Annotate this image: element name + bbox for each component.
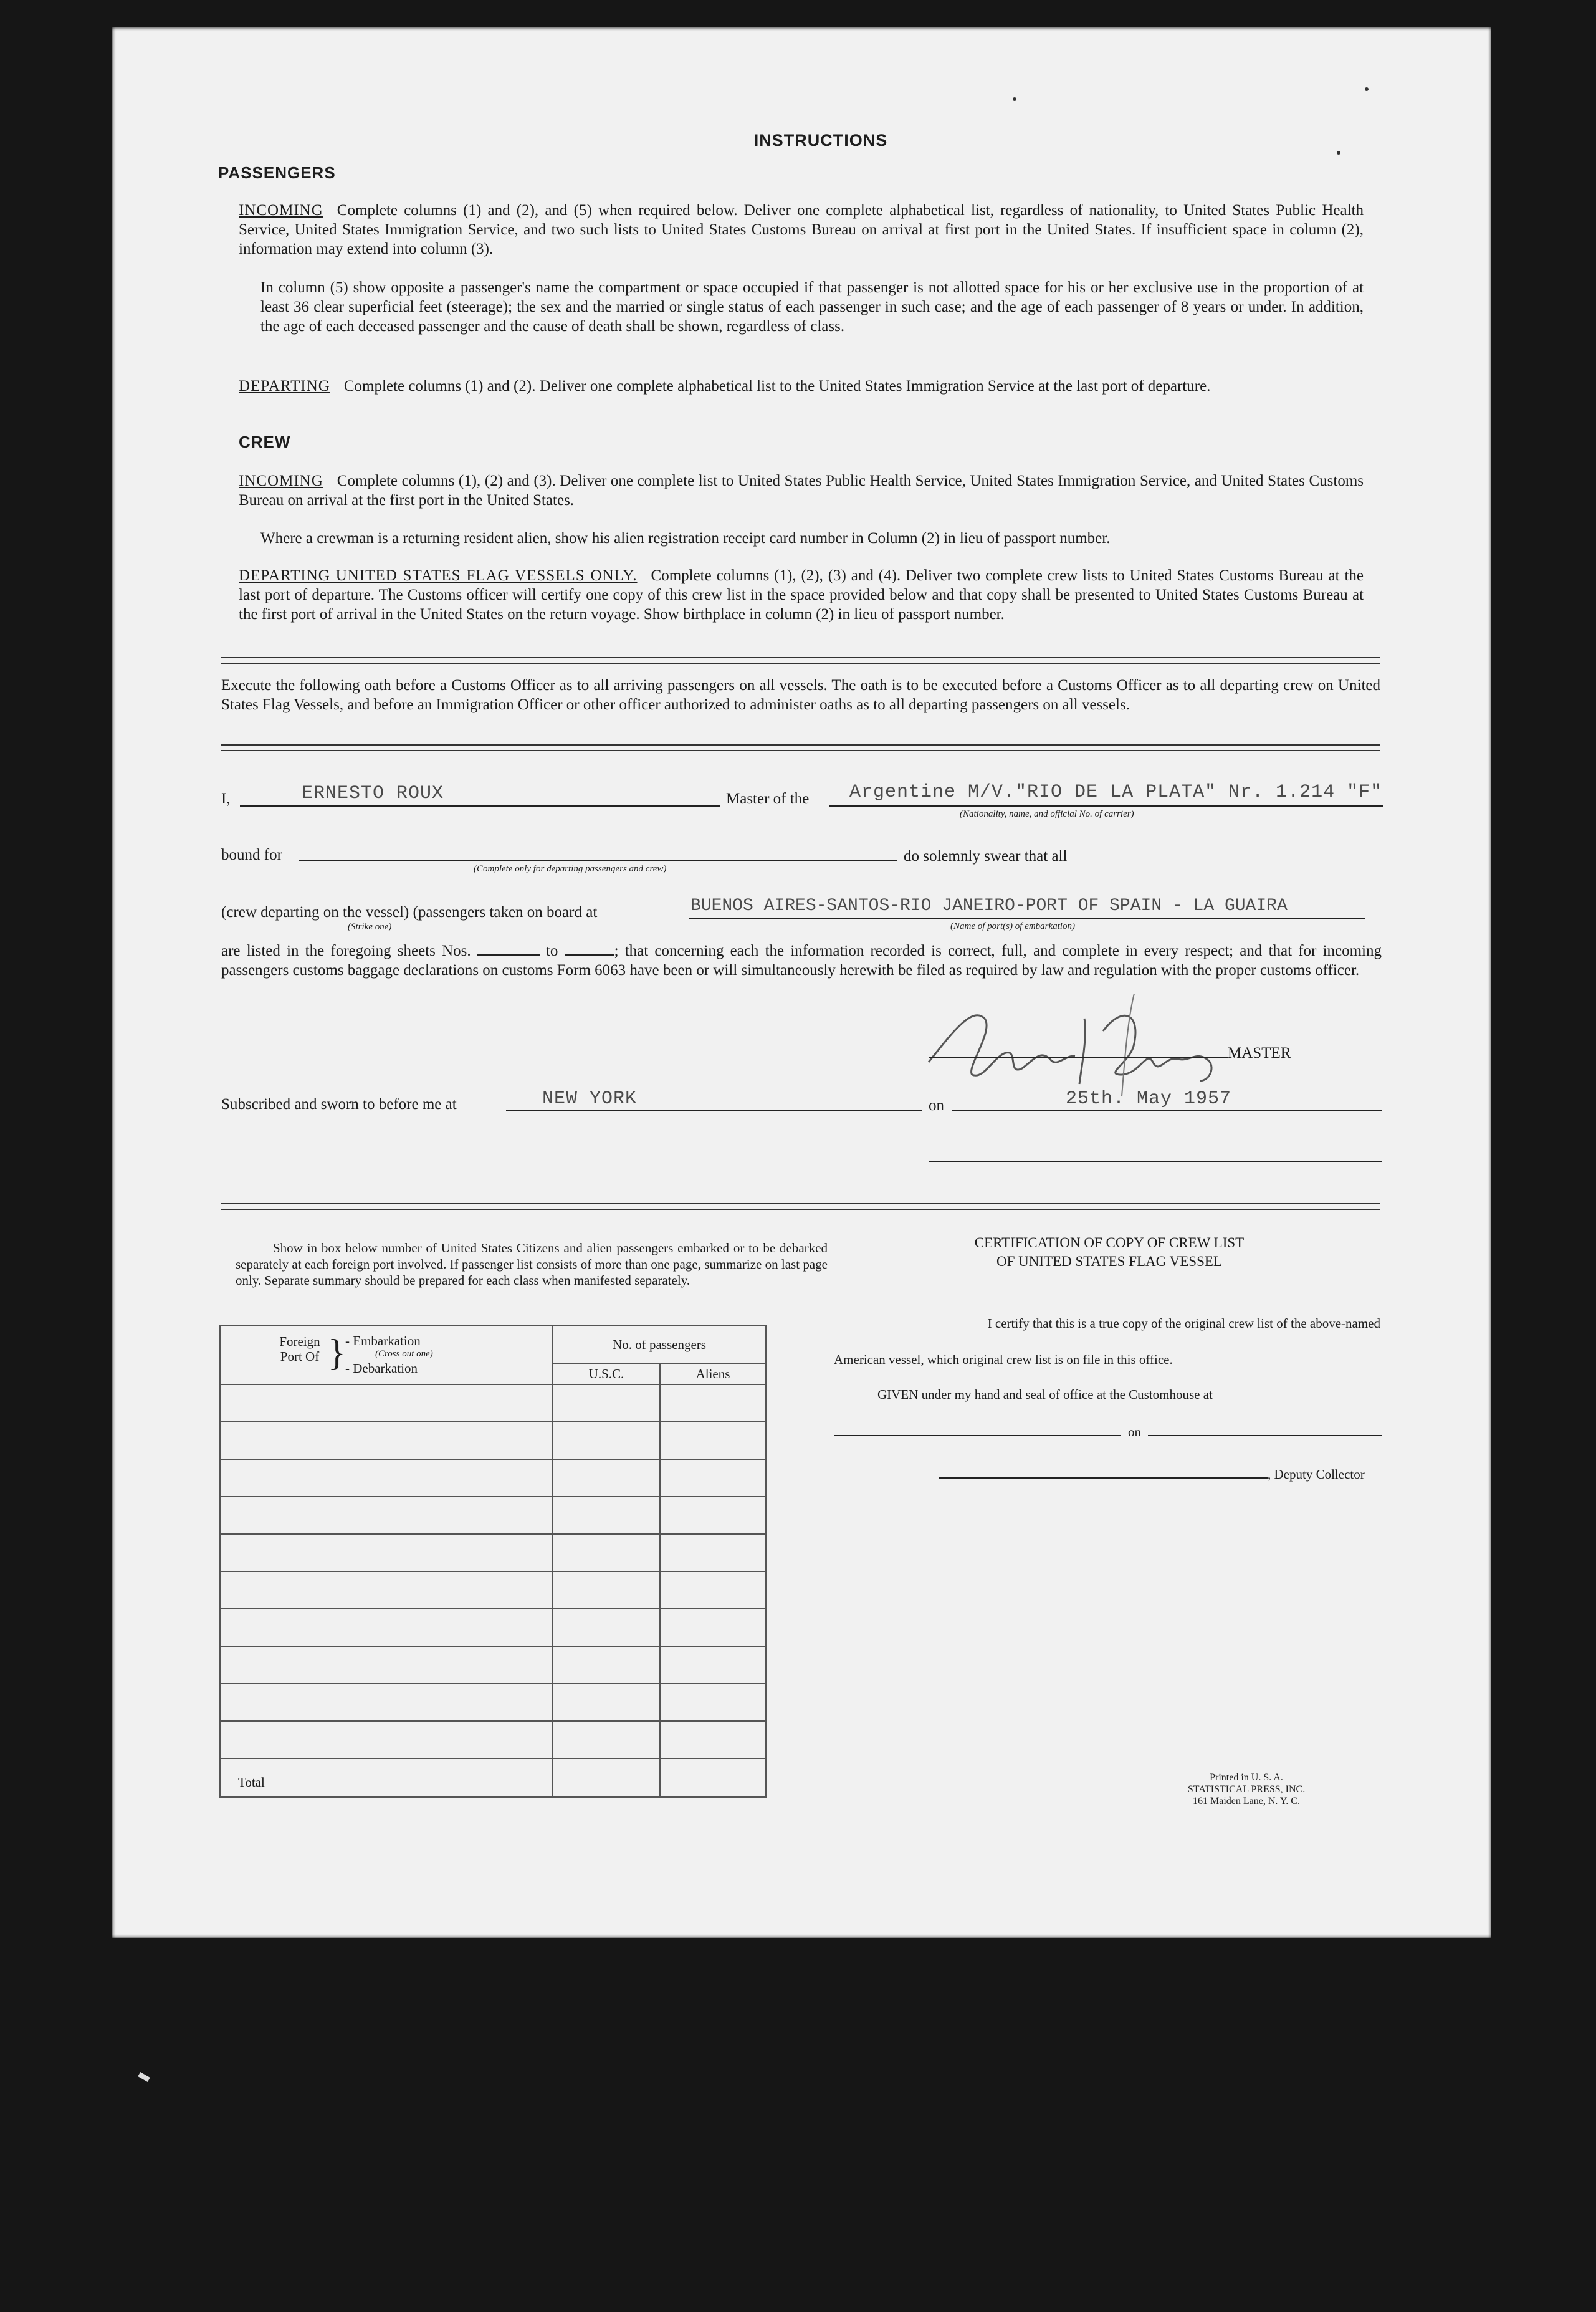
table-row: [220, 1721, 553, 1758]
ports-caption: (Name of port(s) of embarkation): [950, 921, 1075, 931]
cert-on-label: on: [1128, 1424, 1141, 1439]
given-line: GIVEN under my hand and seal of office at the Customhouse at: [877, 1387, 1213, 1402]
certify-line1: I certify that this is a true copy of the original crew list of the above-named: [987, 1316, 1380, 1331]
crew-incoming-label: INCOMING: [239, 472, 323, 489]
crew-departing-paragraph: [239, 566, 1364, 624]
ports-line: [689, 918, 1365, 919]
passengers-incoming-text: Complete columns (1) and (2), and (5) when required below. Deliver one complete alphabetical list, regardless of nationality, to United States Public Health Service, United States Immigration Service, and two such lists to United States Customs Bureau on arrival at first port in the United States. If insufficient space in column (2), information may extend into column (3).: [239, 202, 1364, 257]
passengers-incoming-label: INCOMING: [239, 202, 323, 219]
bound-for-label: bound for: [221, 847, 282, 863]
table-row: [220, 1497, 553, 1534]
oath-intro: Execute the following oath before a Customs Officer as to all arriving passengers on all vessels. The oath is to be executed before a Customs Officer as to all departing crew on United States Flag Vessels, and before an Immigration Officer or other officer authorized to administer oaths as to all departing passengers on all vessels.: [221, 677, 1380, 713]
table-row: [220, 1684, 553, 1721]
passengers-departing-label: DEPARTING: [239, 378, 330, 395]
swear-label: do solemnly swear that all: [904, 848, 1068, 865]
ports-of-embarkation: BUENOS AIRES-SANTOS-RIO JANEIRO-PORT OF SPAIN - LA GUAIRA: [690, 896, 1288, 916]
deputy-collector-line: [939, 1477, 1268, 1479]
sworn-date: 25th. May 1957: [1066, 1088, 1232, 1110]
column5-paragraph: In column (5) show opposite a passenger's name the compartment or space occupied if that passenger is not allotted space for his or her exclusive use in the proportion of at least 36 clear superficial feet (steerage); the sex and the married or single status of each passenger in such case; and the age of each passenger of 8 years or under. In addition, the age of each deceased passenger and the cause of death shall be shown, regardless of class.: [260, 279, 1364, 335]
scan-speck: [1365, 87, 1369, 91]
crew-departing-option: (crew departing on the vessel): [221, 904, 409, 921]
printer-imprint: [1172, 1772, 1321, 1807]
sworn-place-line: [506, 1110, 922, 1111]
certification-title-line1: CERTIFICATION OF COPY OF CREW LIST: [974, 1235, 1245, 1250]
passengers-incoming-paragraph: [239, 201, 1364, 259]
deputy-collector-label: , Deputy Collector: [1268, 1467, 1365, 1482]
summary-instructions: Show in box below number of United States Citizens and alien passengers embarked or to be debarked separately at each foreign port involved. If passenger list consists of more than one page, summarize on last page only. Separate summary should be prepared for each class when manifested separately.: [236, 1240, 828, 1288]
crew-incoming-text: Complete columns (1), (2) and (3). Deliver one complete list to United States Public Health Service, United States Immigration Service, and United States Customs Bureau on arrival at the first port in the United States.: [239, 472, 1364, 509]
oath-divider: [221, 744, 1380, 751]
table-row: [220, 1422, 553, 1459]
certification-title-line2: OF UNITED STATES FLAG VESSEL: [996, 1254, 1222, 1269]
instructions-title: INSTRUCTIONS: [753, 131, 888, 150]
listed-text-a: are listed in the foregoing sheets Nos.: [221, 943, 471, 959]
table-row: [220, 1609, 553, 1646]
bound-for-line: [299, 860, 897, 861]
section-divider: [221, 657, 1380, 664]
sworn-place: NEW YORK: [542, 1088, 638, 1110]
strike-one-options: [221, 903, 597, 922]
cert-date-line: [1148, 1435, 1382, 1436]
cross-out-one: (Cross out one): [375, 1349, 433, 1359]
vessel-line: [829, 805, 1383, 807]
listed-paragraph: [221, 941, 1382, 980]
debarkation-label: - Debarkation: [345, 1361, 418, 1376]
customhouse-line: [834, 1435, 1121, 1436]
strike-one-caption: (Strike one): [348, 922, 392, 932]
table-row: [220, 1534, 553, 1571]
crew-incoming-paragraph: [239, 471, 1364, 510]
table-row: [220, 1646, 553, 1684]
scan-speck: [1337, 151, 1340, 155]
passenger-summary-table: [219, 1325, 767, 1798]
vessel-name: Argentine M/V."RIO DE LA PLATA" Nr. 1.214 "F": [849, 782, 1383, 803]
master-of-label: Master of the: [726, 790, 810, 807]
crewman-paragraph: Where a crewman is a returning resident alien, show his alien registration receipt card number in Column (2) in lieu of passport number.: [260, 530, 1111, 547]
passengers-option: (passengers taken on board at: [413, 904, 598, 921]
passengers-departing-paragraph: [239, 377, 1364, 396]
officer-signature-line: [929, 1161, 1382, 1162]
crew-departing-label: DEPARTING UNITED STATES FLAG VESSELS ONLY.: [239, 567, 638, 584]
crew-heading: CREW: [239, 433, 291, 451]
printer-line2: STATISTICAL PRESS, INC.: [1187, 1784, 1306, 1795]
master-label: MASTER: [1228, 1045, 1291, 1062]
embarkation-label: - Embarkation: [345, 1333, 421, 1348]
certification-title: [891, 1234, 1327, 1271]
crew-departing-text: Complete columns (1), (2), (3) and (4). Deliver two complete crew lists to United States Customs Bureau at the last port of departure. The Customs officer will certify one copy of this crew list in the space provided below and that copy shall be presented to United States Customs Bureau at the first port of arrival in the United States on the return voyage. Show birthplace in column (2) in lieu of passport number.: [239, 567, 1364, 623]
master-signature: [916, 981, 1265, 1100]
scan-speck: [1013, 97, 1016, 101]
certify-line2: American vessel, which original crew list is on file in this office.: [834, 1352, 1173, 1367]
usc-header: U.S.C.: [553, 1363, 660, 1384]
port-header-cell: [220, 1326, 553, 1384]
master-name-line: [240, 805, 720, 807]
aliens-header: Aliens: [660, 1363, 766, 1384]
sworn-date-line: [952, 1110, 1382, 1111]
foreign-port-of: Foreign Port Of: [279, 1334, 320, 1364]
lower-divider: [221, 1203, 1380, 1210]
table-row: [220, 1459, 553, 1497]
i-label: I,: [221, 790, 231, 807]
master-name: ERNESTO ROUX: [302, 783, 444, 804]
printer-line1: Printed in U. S. A.: [1210, 1772, 1283, 1783]
no-of-passengers-header: No. of passengers: [553, 1326, 766, 1363]
table-row: [220, 1571, 553, 1609]
table-row: [220, 1384, 553, 1422]
listed-text-to: to: [545, 943, 558, 959]
form-page: [112, 27, 1491, 1938]
passengers-heading: PASSENGERS: [218, 163, 336, 182]
listed-text-b: ; that concerning each the information recorded is correct, full, and complete in every respect; and that for incoming passengers customs baggage declarations on customs Form 6063 have been or will simultaneously herewith be filed as required by law and regulation with the proper customs officer.: [221, 943, 1382, 979]
printer-line3: 161 Maiden Lane, N. Y. C.: [1193, 1796, 1300, 1806]
vessel-caption: (Nationality, name, and official No. of carrier): [960, 809, 1134, 819]
brace: }: [328, 1332, 346, 1373]
total-label: Total: [220, 1758, 553, 1797]
master-signature-line: [929, 1057, 1228, 1058]
sworn-on-label: on: [929, 1097, 944, 1114]
bound-for-caption: (Complete only for departing passengers and crew): [474, 864, 667, 874]
subscribed-label: Subscribed and sworn to before me at: [221, 1096, 457, 1113]
passengers-departing-text: Complete columns (1) and (2). Deliver one complete alphabetical list to the United States Immigration Service at the last port of departure.: [343, 378, 1211, 395]
scan-mark: [138, 2072, 150, 2082]
